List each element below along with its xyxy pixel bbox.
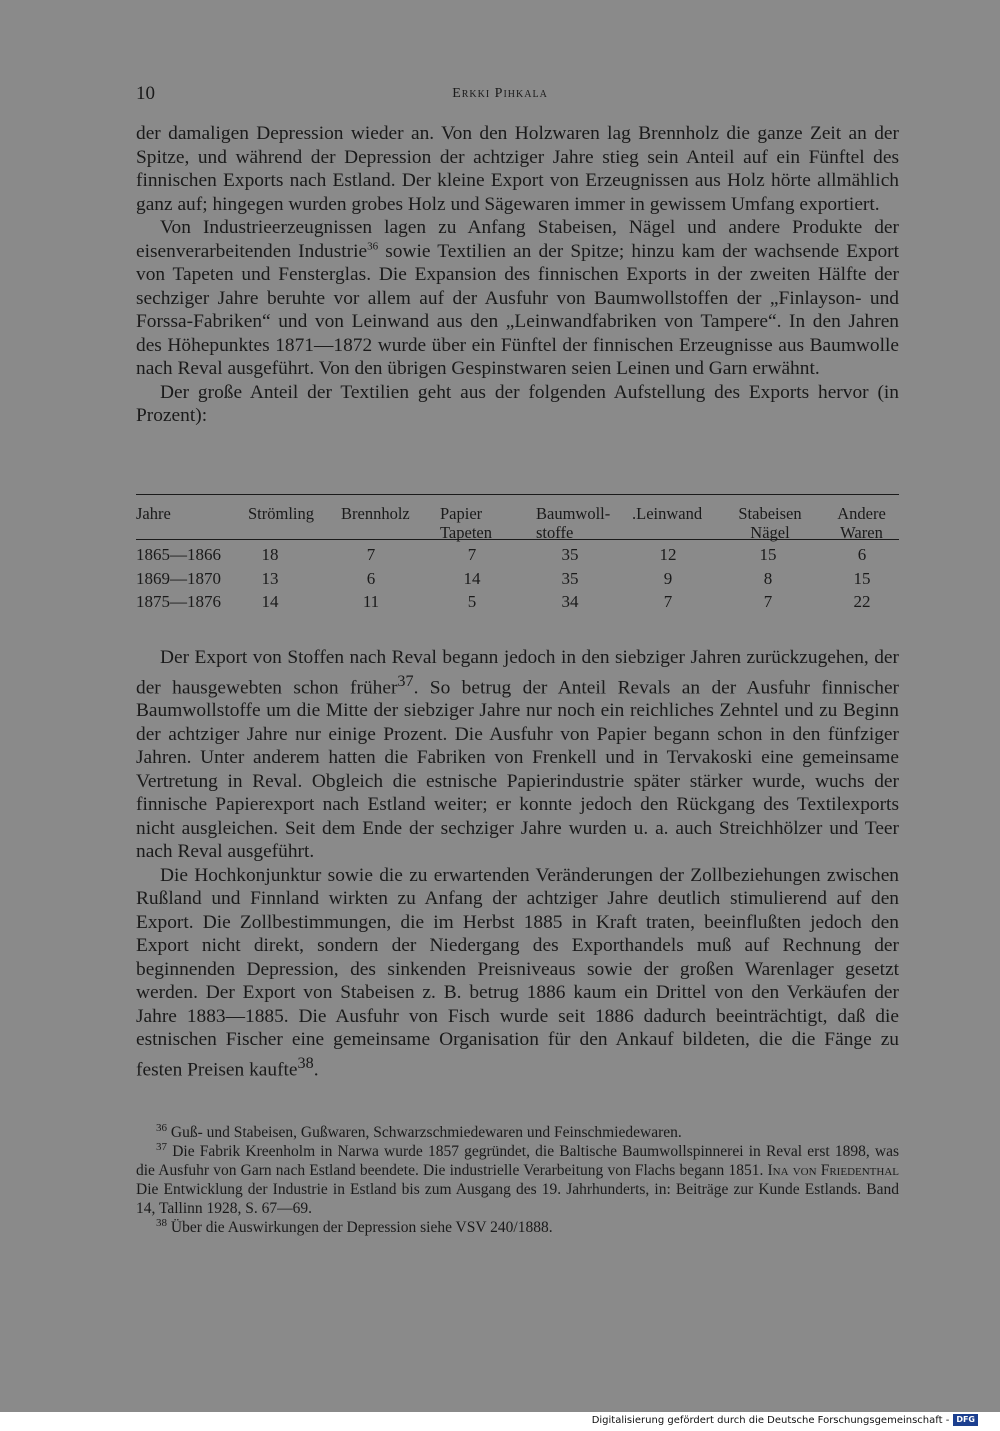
table-cell: 7 — [663, 592, 673, 611]
table-row — [136, 542, 899, 566]
table-cell: 14 — [261, 592, 279, 611]
table-row — [136, 566, 899, 590]
paragraph: Die Hochkonjunktur sowie die zu erwartenden Veränderungen der Zollbeziehungen zwischen Rußland und Finnland wirkten zu Anfang der achtziger Jahre deutlich stimulierend auf den Export. Die Zollbestimmungen, die im Herbst 1885 in Kraft traten, beeinflußten jedoch den Export nicht direkt, sondern der Niedergang des Exporthandels muß auf Rechnung der beginnenden Depression, des sinkenden Preisniveaus sowie der großen Warenlager gesetzt werden. Der Export von Stabeisen z. B. betrug 1886 kaum ein Drittel von den Verkäufen der Jahre 1883—1885. Die Ausfuhr von Fisch wurde seit 1886 dadurch beeinträchtigt, daß die estnischen Fischer eine gemeinsame Organisation für den Ankauf bildeten, die die Fänge zu festen Preisen kaufte$^{38}$. — [136, 864, 899, 1081]
table-cell: 18 — [261, 545, 279, 564]
footnote-number: 37 — [156, 1140, 167, 1153]
table-cell: 15 — [853, 568, 871, 588]
running-head: Erkki Pihkala — [452, 86, 548, 101]
table-cell: 35 — [561, 568, 579, 588]
table-cell: 1869—1870 — [136, 568, 221, 588]
footnote: $^{36}$ Guß- und Stabeisen, Gußwaren, Schwarzschmiedewaren und Feinschmiedewaren. — [156, 1121, 682, 1141]
header-cell: .Leinwand — [632, 504, 703, 523]
table-cell: 7 — [763, 592, 773, 611]
table-body — [136, 540, 899, 613]
table-cell: 13 — [261, 568, 279, 588]
table-cell: 9 — [663, 568, 673, 588]
table-cell: 1875—1876 — [136, 592, 221, 611]
table-header — [136, 495, 899, 540]
footnote: $^{37}$ Die Fabrik Kreenholm in Narwa wurde 1857 gegründet, die Baltische Baumwollspinnerei in Reval erst 1898, was die Ausfuhr von Garn nach Estland beendete. Die industrielle Verarbeitung von Flachs begann 1851. Ina von Friedenthal Die Entwicklung der Industrie in Estland bis zum Ausgang des 19. Jahrhunderts, in: Beiträge zur Kunde Estlands. Band 14, Tallinn 1928, S. 67—69. — [136, 1140, 900, 1217]
paragraph: der damaligen Depression wieder an. Von den Holzwaren lag Brennholz die ganze Zeit an der Spitze, und während der Depression der achtziger Jahre stieg sein Anteil auf ein Fünftel des finnischen Exports nach Estland. Der kleine Export von Erzeugnissen aus Holz hörte allmählich ganz auf; hingegen wurden grobes Holz und Sägewaren immer in gewissem Umfang exportiert. — [136, 123, 899, 215]
header-cell: Papier Tapeten — [440, 504, 492, 542]
footnote-ref: 38 — [297, 1054, 314, 1072]
table-cell: 34 — [561, 592, 579, 611]
body-text-top — [136, 122, 899, 428]
footnote-number: 36 — [156, 1121, 167, 1134]
footnote: $^{38}$ Über die Auswirkungen der Depression siehe VSV 240/1888. — [156, 1216, 553, 1236]
table-cell: 7 — [366, 545, 376, 564]
table-cell: 35 — [561, 545, 579, 564]
dfg-logo: DFG — [953, 1414, 978, 1426]
table-cell: 1865—1866 — [136, 545, 221, 564]
table-cell: 6 — [857, 545, 867, 564]
header-cell: Jahre — [136, 504, 171, 523]
table-cell: 7 — [467, 545, 477, 564]
header-cell: Strömling — [248, 504, 315, 523]
table-cell: 11 — [362, 592, 380, 611]
table-cell: 12 — [659, 545, 677, 564]
paragraph: Der große Anteil der Textilien geht aus der folgenden Aufstellung des Exports hervor (in Prozent): — [136, 381, 899, 426]
header-cell: Andere Waren — [837, 504, 886, 542]
table-cell: 6 — [366, 568, 376, 588]
table-cell: 22 — [853, 592, 871, 611]
author-name: Ina von Friedenthal — [767, 1162, 900, 1179]
footnote-number: 38 — [156, 1216, 167, 1229]
page-number: 10 — [136, 83, 155, 104]
digitization-credit — [592, 1414, 978, 1426]
header-cell: Stabeisen Nägel — [738, 504, 802, 542]
table-cell: 5 — [467, 592, 477, 611]
header-cell: Brennholz — [341, 504, 410, 523]
table-row — [136, 589, 899, 613]
credit-text: Digitalisierung gefördert durch die Deutsche Forschungsgemeinschaft - — [591, 1414, 950, 1426]
table-cell: 15 — [759, 545, 777, 564]
table-cell: 8 — [763, 568, 773, 588]
header-cell: Baumwoll- stoffe — [536, 504, 611, 542]
export-table — [136, 494, 899, 613]
footnote-ref: 37 — [397, 672, 414, 690]
footnote-ref: 36 — [367, 240, 379, 253]
table-cell: 14 — [463, 568, 481, 588]
paragraph: Von Industrieerzeugnissen lagen zu Anfang Stabeisen, Nägel und andere Produkte der eisenverarbeitenden Industrie$^{36}$ sowie Textilien an der Spitze; hinzu kam der wachsende Export von Tapeten und Fensterglas. Die Expansion des finnischen Exports in der zweiten Hälfte der sechziger Jahre beruhte vor allem auf der Ausfuhr von Baumwollstoffen der „Finlayson- und Forssa-Fabriken“ und von Leinwand aus den „Leinwandfabriken von Tampere“. In den Jahren des Höhepunktes 1871—1872 wurde über ein Fünftel der finnischen Erzeugnisse aus Baumwolle nach Reval ausgeführt. Von den übrigen Gespinstwaren seien Leinen und Garn erwähnt. — [136, 217, 899, 379]
footnotes — [136, 1123, 899, 1237]
paragraph: Der Export von Stoffen nach Reval begann jedoch in den siebziger Jahren zurückzugehen, der der hausgewebten schon früher$^{37}$. So betrug der Anteil Revals an der Ausfuhr finnischer Baumwollstoffe um die Mitte der siebziger Jahre nur noch ein reichliches Zehntel und zu Beginn der achtziger Jahre nur einige Prozent. Die Ausfuhr von Papier begann schon in den fünfziger Jahren. Unter anderem hatten die Fabriken von Frenkell und in Tervakoski eine gemeinsame Vertretung in Reval. Obgleich die estnische Papierindustrie später stärker wurde, wuchs der finnische Papierexport nach Estland weiter; er konnte jedoch den Rückgang des Textilexports nicht ausgleichen. Seit dem Ende der sechziger Jahre wurden u. a. auch Streichhölzer und Teer nach Reval ausgeführt. — [136, 647, 900, 863]
body-text-bottom — [136, 646, 899, 1082]
